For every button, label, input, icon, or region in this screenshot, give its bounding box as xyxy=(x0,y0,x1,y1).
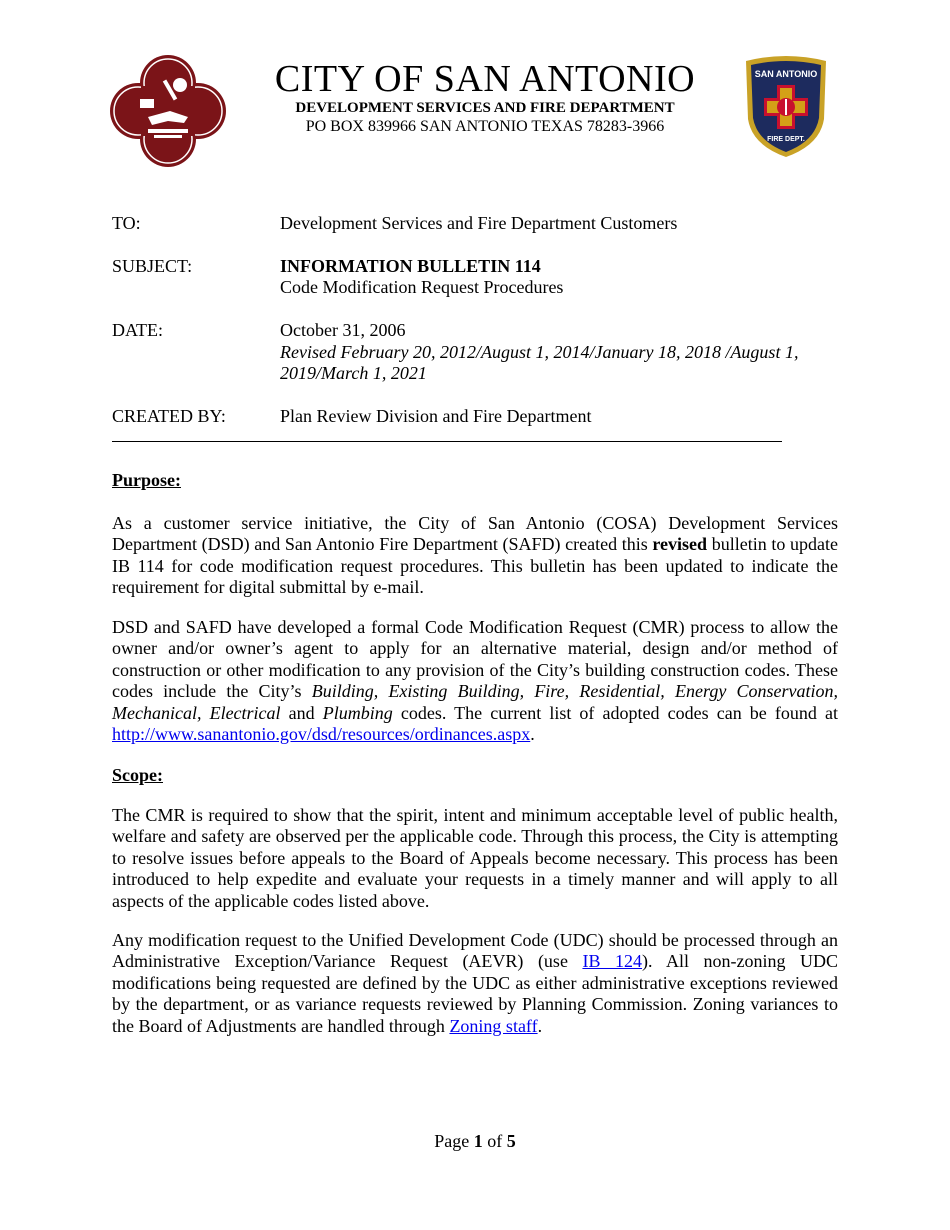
header-divider xyxy=(112,441,782,442)
to-label: TO: xyxy=(112,213,141,233)
created-by-label: CREATED BY: xyxy=(112,406,226,426)
revision-dates: Revised February 20, 2012/August 1, 2014/January 18, 2018 /August 1, 2019/March 1, 2021 xyxy=(280,342,799,383)
date-value: October 31, 2006 xyxy=(280,320,406,340)
fire-department-badge xyxy=(742,55,830,159)
subject-title: INFORMATION BULLETIN 114 xyxy=(280,256,541,276)
page-number: Page 1 of 5 xyxy=(434,1131,516,1151)
scope-heading: Scope: xyxy=(112,765,163,785)
city-title: CITY OF SAN ANTONIO xyxy=(274,58,696,100)
scope-paragraph-2: Any modification request to the Unified Development Code (UDC) should be processed through an Administrative Exception/Variance Request (AEVR) (use IB 124). All non-zoning UDC modifications being requested are defined by the UDC as either administrative exceptions reviewed by the department, or as variance requests reviewed by Planning Commission. Zoning variances to the Board of Adjustments are handled through Zoning staff. xyxy=(112,930,838,1036)
mailing-address: PO BOX 839966 SAN ANTONIO TEXAS 78283-3966 xyxy=(305,118,665,135)
purpose-paragraph-2: DSD and SAFD have developed a formal Code Modification Request (CMR) process to allow the owner and/or owner’s agent to apply for an alternative material, design and/or method of construction or other modification to any provision of the City’s building construction codes. These codes include the City’s Building, Existing Building, Fire, Residential, Energy Conservation, Mechanical, Electrical and Plumbing codes. The current list of adopted codes can be found at http://www.sanantonio.gov/dsd/resources/ordinances.aspx. xyxy=(112,617,839,745)
created-by-value: Plan Review Division and Fire Department xyxy=(280,406,592,426)
department-name: DEVELOPMENT SERVICES AND FIRE DEPARTMENT xyxy=(295,100,675,116)
scope-paragraph-1: The CMR is required to show that the spirit, intent and minimum acceptable level of public health, welfare and safety are observed per the applicable code. Through this process, the City is attempting to resolve issues before appeals to the Board of Appeals become necessary. This process has been introduced to help expedite and evaluate your requests in a timely manner and will apply to all aspects of the applicable codes listed above. xyxy=(112,805,838,911)
subject-label: SUBJECT: xyxy=(112,256,193,276)
ordinances-link[interactable]: http://www.sanantonio.gov/dsd/resources/ordinances.aspx xyxy=(112,724,531,745)
badge-bottom-text: FIRE DEPT. xyxy=(767,136,805,143)
purpose-heading: Purpose: xyxy=(112,470,181,490)
badge-top-text: SAN ANTONIO xyxy=(754,69,818,79)
subject-subtitle: Code Modification Request Procedures xyxy=(280,277,564,297)
date-label: DATE: xyxy=(112,320,163,340)
purpose-paragraph-1: As a customer service initiative, the City of San Antonio (COSA) Development Services Department (DSD) and San Antonio Fire Department (SAFD) created this revised bulletin to update IB 114 for code modification request procedures. This bulletin has been updated to indicate the requirement for digital submittal by e-mail. xyxy=(112,513,838,598)
to-value: Development Services and Fire Department Customers xyxy=(280,213,678,233)
ib-124-link[interactable]: IB 124 xyxy=(582,951,642,972)
zoning-staff-link[interactable]: Zoning staff xyxy=(449,1015,538,1036)
